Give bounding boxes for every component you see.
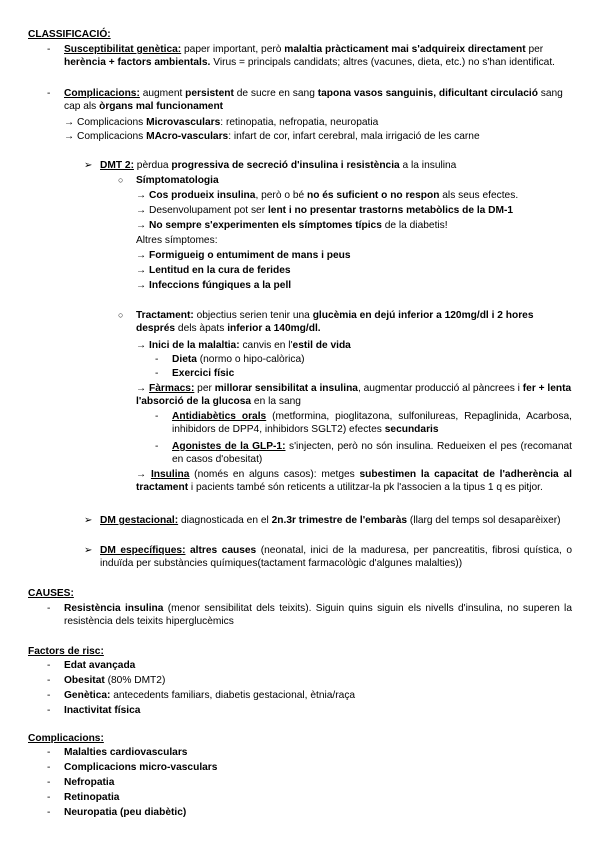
text: (menor sensibilitat dels teixits). Siguin quins siguin els nivells d'insulina, no superen la resistència dels teixits hiperglucèmics [64, 603, 572, 628]
inici-line [136, 339, 351, 352]
dash-bullet: - [47, 44, 51, 55]
tractament-paragraph [136, 309, 572, 335]
sim-line-6 [136, 264, 291, 277]
text: diagnosticada en el [178, 515, 272, 526]
bold-text: fer + lenta l'absorció de la glucosa [136, 383, 572, 408]
text: antecedents familiars, diabetis gestacional, ètnia/raça [110, 690, 356, 701]
complication-item [64, 761, 217, 774]
text: (metformina, pioglitazona, sulfonilureas, Repaglinida, Acarbosa, inhibidors de DPP4, inhibidors SGLT2) efectes [172, 411, 572, 436]
bold-text: → Formigueig o entumiment de mans i peus [136, 250, 351, 261]
dash-bullet: - [47, 777, 51, 788]
text: , augmentar producció al pàncrees i [357, 383, 523, 394]
text: sang cap als [64, 88, 563, 113]
bold-text: inferior a 140mg/dl. [227, 323, 321, 335]
dash-bullet: - [47, 690, 51, 701]
bold-text: Complicacions micro-vasculars [64, 762, 218, 773]
sim-line-3 [136, 219, 448, 232]
sim-line-2 [136, 204, 513, 217]
causes-paragraph [64, 602, 572, 628]
text: (neonatal, inici de la maduresa, per pancreatitis, fibrosi quística, o induïda per substàncies químiques(tactament farmacològic d'algunes malalties)) [100, 545, 572, 570]
bold-text: malaltia pràcticament mai s'adquireix directament [284, 44, 526, 55]
dash-bullet: - [155, 354, 159, 365]
agonistes-label: Agonistes de la GLP-1: [172, 441, 286, 452]
bold-text: Resistència insulina [64, 603, 164, 614]
antidiabetics-paragraph [172, 410, 572, 436]
bold-text: 2n.3r trimestre de l'embaràs [271, 515, 408, 526]
text: → [136, 383, 150, 394]
bold-text: Malalties cardiovasculars [64, 747, 188, 758]
sim-line-5 [136, 249, 351, 262]
dash-bullet: - [47, 603, 51, 614]
bold-text: subestimen la capacitat de l'adherència al tractament [136, 469, 572, 494]
text: augment [139, 88, 186, 99]
text: de sucre en sang [233, 88, 318, 99]
text: de la diabetis! [381, 220, 448, 231]
macrovasculars-line [64, 130, 480, 143]
dash-bullet: - [47, 705, 51, 716]
bold-text: secundaris [384, 424, 439, 436]
complication-item [64, 806, 186, 819]
factor-item [64, 674, 165, 687]
text: paper important, però [181, 44, 285, 55]
factor-item [64, 704, 140, 717]
bold-text: Edat avançada [64, 660, 136, 671]
text: (normo o hipo-calòrica) [196, 354, 305, 365]
text: per [194, 383, 215, 394]
text: canvis en l' [239, 340, 293, 351]
bold-text: progressiva de secreció d'insulina i resistència [171, 160, 400, 171]
farmacs-paragraph [136, 382, 572, 408]
causes-heading: CAUSES: [28, 588, 74, 599]
text: en la sang [251, 396, 301, 408]
dieta-line [172, 353, 305, 366]
text: → Desenvolupament pot ser [136, 205, 268, 216]
factors-heading: Factors de risc: [28, 646, 104, 657]
text: Altres símptomes: [136, 235, 218, 246]
bold-text: altres causes [185, 545, 257, 556]
insulina-label: Insulina [150, 469, 190, 480]
bold-text: Neuropatia (peu diabètic) [64, 807, 187, 818]
bold-text: Símptomatologia [136, 175, 219, 186]
sim-line-7 [136, 279, 291, 292]
dm-especifiques-label: DM específiques: [100, 545, 186, 556]
bold-text: Retinopatia [64, 792, 120, 803]
text: als seus efectes. [439, 190, 519, 201]
text: : infart de cor, infart cerebral, mala irrigació de les carne [228, 131, 480, 142]
complication-item [64, 776, 114, 789]
text: (80% DMT2) [104, 675, 166, 686]
bold-text: → Infeccions fúngiques a la pell [136, 280, 292, 291]
dmt2-line [100, 159, 456, 172]
text: a la insulina [399, 160, 457, 171]
dash-bullet: - [155, 368, 159, 379]
circle-bullet-icon: ○ [118, 175, 124, 185]
bold-text: millorar sensibilitat a insulina [214, 383, 358, 394]
dash-bullet: - [47, 762, 51, 773]
dash-bullet: - [47, 807, 51, 818]
text: (llarg del temps sol desaparèixer) [407, 515, 561, 526]
text: Virus = principals candidats; altres (vacunes, dieta, etc.) no s'han identificat. [210, 57, 556, 69]
bold-text: Inactivitat física [64, 705, 141, 716]
bold-text: tapona vasos sanguinis, dificultant circulació [317, 88, 538, 99]
dash-bullet: - [155, 411, 159, 422]
bold-text: Tractament: [136, 310, 194, 321]
sim-line-1 [136, 189, 518, 202]
antidiabetics-label: Antidiabètics orals [172, 411, 267, 422]
complicacions-label: Complicacions: [64, 88, 140, 99]
dash-bullet: - [47, 660, 51, 671]
bold-text: → Cos produeix insulina [136, 190, 256, 201]
farmacs-label: Fàrmacs: [149, 383, 195, 394]
bold-text: MAcro-vasculars [146, 131, 229, 142]
bold-text: Dieta [172, 354, 197, 365]
dash-bullet: - [47, 747, 51, 758]
simptomatologia-title [136, 174, 219, 187]
bold-text: Genètica: [64, 690, 111, 701]
text: i pacients també són reticents a utilitzar-la pk l'associen a la tipus 1 q es pitjor. [188, 482, 543, 494]
bold-text: òrgans mal funcionament [99, 101, 224, 113]
susceptibilitat-label: Susceptibilitat genètica: [64, 44, 182, 55]
bold-text: → No sempre s'experimenten els símptomes típics [136, 220, 382, 231]
complicacions-heading: Complicacions: [28, 733, 104, 744]
bold-text: herència + factors ambientals. [64, 57, 211, 69]
arrow-bullet-icon: ➢ [84, 545, 93, 556]
complicacions-paragraph [64, 87, 572, 113]
text: → Complicacions [64, 131, 147, 142]
bold-text: Exercici físic [172, 368, 235, 379]
text: pèrdua [133, 160, 172, 171]
dm-especifiques-paragraph [100, 544, 572, 570]
bold-text: glucèmia en dejú inferior a 120mg/dl i 2 hores després [136, 310, 534, 335]
bold-text: no és suficient o no respon [306, 190, 440, 201]
classificacio-heading: CLASSIFICACIÓ: [28, 29, 111, 40]
bold-text: Nefropatia [64, 777, 115, 788]
text: , però o bé [255, 190, 307, 201]
bold-text: estil de vida [292, 340, 351, 351]
bold-text: → Inici de la malaltia: [136, 340, 240, 351]
dm-gestacional-label: DM gestacional: [100, 515, 179, 526]
insulina-paragraph [136, 468, 572, 494]
text: → [136, 469, 151, 480]
susceptibilitat-paragraph [64, 43, 572, 69]
agonistes-paragraph [172, 440, 572, 466]
dash-bullet: - [155, 441, 159, 452]
exercici-line [172, 367, 234, 380]
text: (només en alguns casos): metges [189, 469, 360, 480]
text: → Complicacions [64, 117, 147, 128]
text: : retinopatia, nefropatia, neuropatia [220, 117, 379, 128]
microvasculars-line [64, 116, 378, 129]
bold-text: persistent [185, 88, 234, 99]
arrow-bullet-icon: ➢ [84, 515, 93, 526]
arrow-bullet-icon: ➢ [84, 160, 93, 171]
dmt2-label: DMT 2: [100, 160, 134, 171]
text: objectius serien tenir una [193, 310, 313, 321]
complication-item [64, 746, 187, 759]
dash-bullet: - [47, 792, 51, 803]
factor-item [64, 689, 355, 702]
complication-item [64, 791, 119, 804]
bold-text: lent i no presentar trastorns metabòlics de la DM-1 [267, 205, 514, 216]
dash-bullet: - [47, 675, 51, 686]
bold-text: Microvasculars [146, 117, 221, 128]
text: per [525, 44, 544, 55]
dash-bullet: - [47, 88, 51, 99]
sim-line-4 [136, 234, 218, 247]
bold-text: → Lentitud en la cura de ferides [136, 265, 291, 276]
dm-gestacional-paragraph [100, 514, 572, 527]
text: dels àpats [175, 323, 228, 335]
factor-item [64, 659, 135, 672]
bold-text: Obesitat [64, 675, 105, 686]
text: s'injecten, però no són insulina. Redueixen el pes (recomanat en casos d'obesitat) [172, 441, 572, 466]
circle-bullet-icon: ○ [118, 310, 124, 320]
